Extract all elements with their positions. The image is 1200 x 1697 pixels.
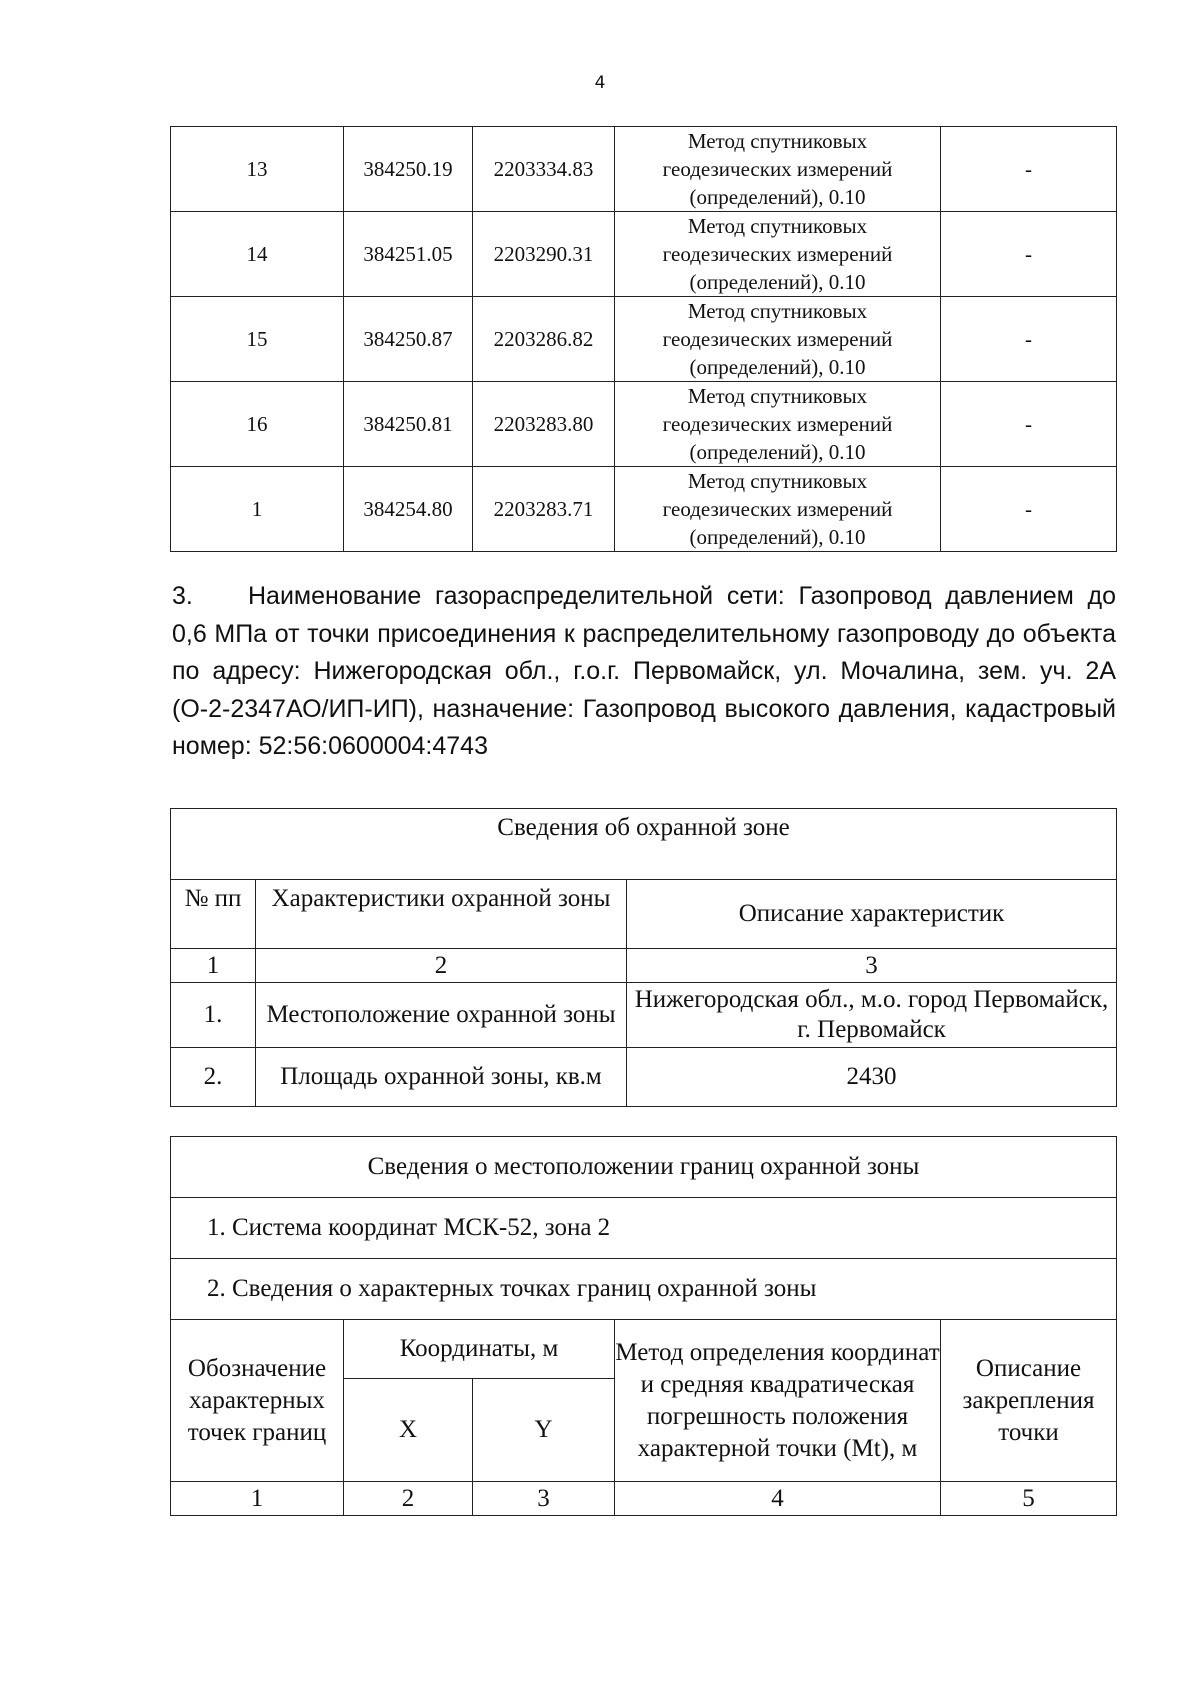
header-num: № пп — [171, 880, 256, 949]
point-cell: 13 — [171, 127, 344, 212]
protection-zone-table — [170, 808, 1117, 1107]
method-line: Метод спутниковых — [687, 129, 868, 153]
table-row — [171, 127, 1117, 212]
header-method: Метод определения координат и средняя квадратическая погрешность положения характерной точки (Mt), м — [615, 1320, 941, 1482]
method-cell — [615, 382, 941, 467]
x-cell: 384251.05 — [344, 212, 473, 297]
y-cell: 2203290.31 — [473, 212, 615, 297]
x-cell: 384250.19 — [344, 127, 473, 212]
method-line: (определений), 0.10 — [689, 185, 866, 209]
col-number-2: 2 — [256, 949, 627, 983]
method-line: геодезических измерений — [662, 327, 893, 351]
header-characteristic: Характеристики охранной зоны — [256, 880, 627, 949]
coordinates-table — [170, 126, 1117, 552]
x-cell: 384250.81 — [344, 382, 473, 467]
y-cell: 2203334.83 — [473, 127, 615, 212]
method-line: Метод спутниковых — [687, 384, 868, 408]
header-description: Описание характеристик — [627, 880, 1117, 949]
method-line: (определений), 0.10 — [689, 525, 866, 549]
method-line: геодезических измерений — [662, 412, 893, 436]
col-number-5: 5 — [941, 1482, 1117, 1516]
header-designation: Обозначение характерных точек границ — [171, 1320, 344, 1482]
row-num: 1. — [171, 983, 256, 1048]
x-cell: 384250.87 — [344, 297, 473, 382]
col-number-3: 3 — [473, 1482, 615, 1516]
method-cell — [615, 212, 941, 297]
fixing-cell: - — [941, 127, 1117, 212]
boundary-points-table — [170, 1136, 1117, 1516]
page-number: 4 — [594, 73, 606, 93]
table-row — [171, 297, 1117, 382]
section-number: 3. — [172, 582, 193, 610]
method-line: (определений), 0.10 — [689, 270, 866, 294]
row-description: 2430 — [627, 1048, 1117, 1107]
section-3-paragraph — [172, 578, 1116, 766]
table-row — [171, 212, 1117, 297]
method-line: геодезических измерений — [662, 497, 893, 521]
method-cell — [615, 127, 941, 212]
method-line: Метод спутниковых — [687, 214, 868, 238]
row-description: Нижегородская обл., м.о. город Первомайск, г. Первомайск — [627, 983, 1117, 1048]
method-line: Метод спутниковых — [687, 469, 868, 493]
row-num: 2. — [171, 1048, 256, 1107]
zone-table-title: Сведения об охранной зоне — [171, 809, 1117, 880]
col-number-3: 3 — [627, 949, 1117, 983]
fixing-cell: - — [941, 382, 1117, 467]
header-coords: Координаты, м — [344, 1320, 615, 1379]
row-characteristic: Площадь охранной зоны, кв.м — [256, 1048, 627, 1107]
fixing-cell: - — [941, 212, 1117, 297]
fixing-cell: - — [941, 467, 1117, 552]
y-cell: 2203283.71 — [473, 467, 615, 552]
point-cell: 16 — [171, 382, 344, 467]
coordinate-system: 1. Система координат МСК-52, зона 2 — [171, 1198, 1117, 1259]
method-line: Метод спутниковых — [687, 299, 868, 323]
method-line: геодезических измерений — [662, 157, 893, 181]
method-cell — [615, 297, 941, 382]
y-cell: 2203286.82 — [473, 297, 615, 382]
col-number-2: 2 — [344, 1482, 473, 1516]
y-cell: 2203283.80 — [473, 382, 615, 467]
col-number-4: 4 — [615, 1482, 941, 1516]
section-text: Наименование газораспределительной сети: Газопровод давлением до 0,6 МПа от точки присоединения к распределительному газопроводу до объекта по адресу: Нижегородская обл., г.о.г. Первомайск, ул. Мочалина, зем. уч. 2А (О-2-2347АО/ИП-ИП), назначение: Газопровод высокого давления, кадастровый номер: 52:56:0600004:4743 — [172, 582, 1116, 760]
table-row — [171, 467, 1117, 552]
method-line: (определений), 0.10 — [689, 355, 866, 379]
point-cell: 1 — [171, 467, 344, 552]
col-number-1: 1 — [171, 949, 256, 983]
method-line: геодезических измерений — [662, 242, 893, 266]
table-row — [171, 382, 1117, 467]
row-characteristic: Местоположение охранной зоны — [256, 983, 627, 1048]
x-cell: 384254.80 — [344, 467, 473, 552]
bounds-table-title: Сведения о местоположении границ охранной зоны — [171, 1137, 1117, 1198]
fixing-cell: - — [941, 297, 1117, 382]
point-cell: 15 — [171, 297, 344, 382]
points-title: 2. Сведения о характерных точках границ охранной зоны — [171, 1259, 1117, 1320]
header-x: X — [344, 1379, 473, 1482]
method-line: (определений), 0.10 — [689, 440, 866, 464]
col-number-1: 1 — [171, 1482, 344, 1516]
header-fixing: Описание закрепления точки — [941, 1320, 1117, 1482]
point-cell: 14 — [171, 212, 344, 297]
header-y: Y — [473, 1379, 615, 1482]
method-cell — [615, 467, 941, 552]
